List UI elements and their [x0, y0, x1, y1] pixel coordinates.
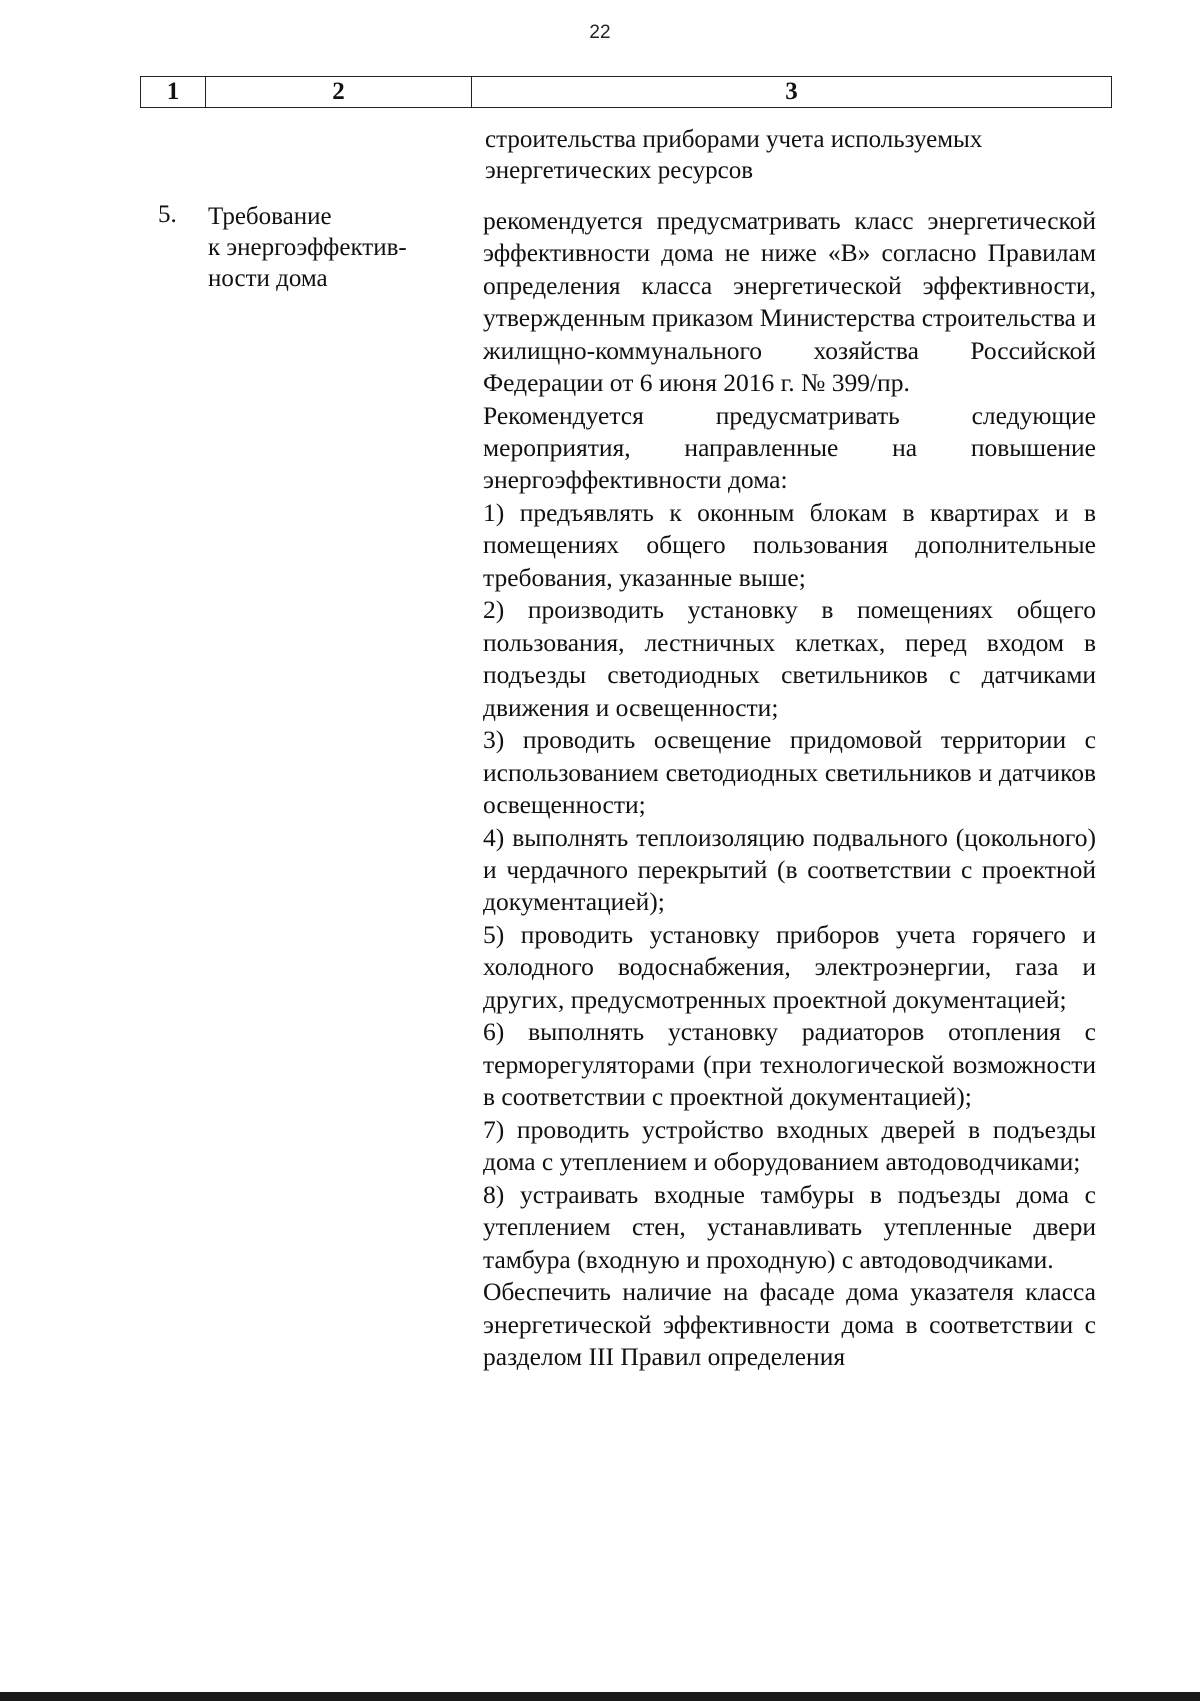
paragraph-class-requirement: рекомендуется предусматривать класс энергетической эффективности дома не ниже «В» согласно Правилам определения класса энергетической эффективности, утвержденным приказом Министерства строительства и жилищно-коммунального хозяйства Российской Федерации от 6 июня 2016 г. № 399/пр.	[483, 206, 1097, 398]
measure-item-3: 3) проводить освещение придомовой территории с использованием светодиодных светильников и датчиков освещенности;	[483, 725, 1096, 820]
row-description	[483, 205, 1096, 1374]
row-title-line: к энергоэффектив-	[208, 234, 407, 261]
row-title-line: ности дома	[208, 265, 328, 292]
continued-text-line: энергетических ресурсов	[485, 157, 754, 184]
row-title-line: Требование	[208, 203, 332, 230]
measure-item-6: 6) выполнять установку радиаторов отопления с терморегуляторами (при технологической возможности в соответствии с проектной документацией);	[483, 1017, 1096, 1112]
measure-item-4: 4) выполнять теплоизоляцию подвального (цокольного) и чердачного перекрытий (в соответствии с проектной документацией);	[483, 822, 1096, 917]
continued-text	[485, 124, 1097, 186]
measure-item-2: 2) производить установку в помещениях общего пользования, лестничных клетках, перед входом в подъезды светодиодных светильников с датчиками движения и освещенности;	[483, 595, 1096, 722]
measure-item-7: 7) проводить устройство входных дверей в подъезды дома с утеплением и оборудованием автодоводчиками;	[483, 1114, 1096, 1177]
column-number-3: 3	[785, 78, 798, 105]
column-number-1: 1	[141, 77, 206, 107]
row-number: 5.	[158, 201, 177, 228]
paragraph-measures-intro: Рекомендуется предусматривать следующие мероприятия, направленные на повышение энергоэффективности дома:	[483, 400, 1096, 495]
paragraph-facade-indicator: Обеспечить наличие на фасаде дома указателя класса энергетической эффективности дома в соответствии с разделом III Правил определения	[483, 1277, 1096, 1372]
table-column-header	[140, 76, 1112, 108]
column-number-2: 2	[206, 77, 472, 107]
measure-item-8: 8) устраивать входные тамбуры в подъезды дома с утеплением стен, устанавливать утепленные двери тамбура (входную и проходную) с автодоводчиками.	[483, 1179, 1096, 1274]
row-title	[208, 201, 448, 294]
measure-item-1: 1) предъявлять к оконным блокам в квартирах и в помещениях общего пользования дополнительные требования, указанные выше;	[483, 498, 1096, 592]
scan-bottom-edge	[0, 1692, 1200, 1701]
measure-item-5: 5) проводить установку приборов учета горячего и холодного водоснабжения, электроэнергии, газа и других, предусмотренных проектной документацией;	[483, 920, 1096, 1014]
page-number: 22	[589, 22, 611, 43]
continued-text-line: строительства приборами учета используемых	[485, 126, 983, 153]
